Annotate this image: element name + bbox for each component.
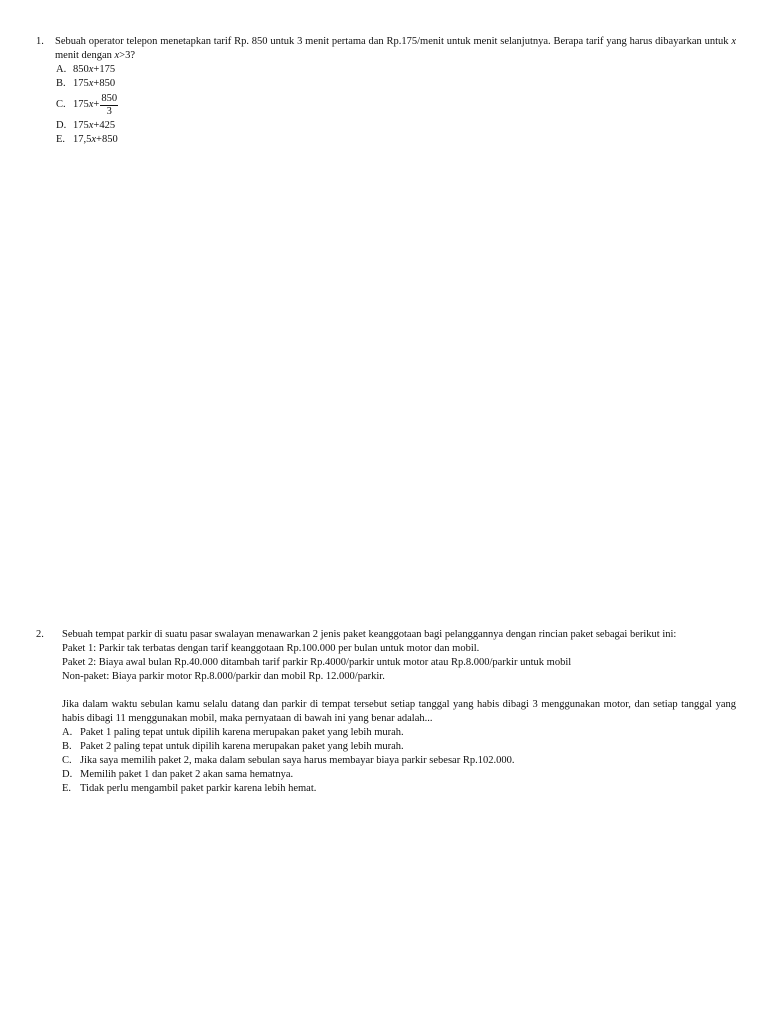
question-number: 1.: [36, 36, 44, 47]
question-2: [36, 628, 736, 796]
option-letter: B.: [62, 741, 72, 752]
option-text: 175x+850: [73, 78, 116, 89]
option-text: Tidak perlu mengambil paket parkir karena lebih hemat.: [80, 783, 317, 794]
question-stem: Sebuah tempat parkir di suatu pasar swalayan menawarkan 2 jenis paket keanggotaan bagi pelanggannya dengan rincian paket sebagai berikut ini:: [62, 629, 677, 640]
option-letter: D.: [56, 120, 67, 131]
fraction-denominator: 3: [106, 105, 112, 117]
option-letter: E.: [62, 783, 72, 794]
option-a[interactable]: [56, 63, 736, 77]
option-letter: A.: [62, 727, 73, 738]
answer-options: [56, 63, 736, 147]
option-text: 850x+175: [73, 64, 116, 75]
fraction: [100, 93, 118, 118]
option-e[interactable]: [62, 782, 736, 796]
answer-options: [62, 726, 736, 796]
question-stem: Sebuah operator telepon menetapkan tarif Rp. 850 untuk 3 menit pertama dan Rp.175/menit untuk menit selanjutnya. Berapa tarif yang harus dibayarkan untuk x menit dengan x>3?: [55, 36, 736, 61]
option-c[interactable]: [62, 754, 736, 768]
package-1-line: Paket 1: Parkir tak terbatas dengan tarif keanggotaan Rp.100.000 per bulan untuk motor dan mobil.: [62, 643, 480, 654]
option-a[interactable]: [62, 726, 736, 740]
question-body: [62, 628, 736, 796]
option-e[interactable]: [56, 133, 736, 147]
option-text: Paket 2 paling tepat untuk dipilih karena merupakan paket yang lebih murah.: [80, 741, 404, 752]
option-text: 175x+425: [73, 120, 116, 131]
spacer: [62, 684, 736, 698]
option-d[interactable]: [62, 768, 736, 782]
question-1: [36, 35, 736, 147]
option-letter: E.: [56, 134, 66, 145]
option-letter: C.: [62, 755, 72, 766]
option-text: Jika saya memilih paket 2, maka dalam sebulan saya harus membayar biaya parkir sebesar Rp.102.000.: [80, 755, 515, 766]
option-text: Memilih paket 1 dan paket 2 akan sama hematnya.: [80, 769, 294, 780]
question-prompt: Jika dalam waktu sebulan kamu selalu datang dan parkir di tempat tersebut setiap tanggal yang habis dibagi 3 menggunakan motor, dan setiap tanggal yang habis dibagi 11 menggunakan mobil, maka pernyataan di bawah ini yang benar adalah...: [62, 699, 736, 724]
option-text: 175x+: [73, 99, 100, 110]
option-letter: C.: [56, 99, 66, 110]
option-c[interactable]: [56, 91, 736, 119]
package-2-line: Paket 2: Biaya awal bulan Rp.40.000 ditambah tarif parkir Rp.4000/parkir untuk motor atau Rp.8.000/parkir untuk mobil: [62, 657, 572, 668]
option-letter: D.: [62, 769, 73, 780]
option-b[interactable]: [56, 77, 736, 91]
non-package-line: Non-paket: Biaya parkir motor Rp.8.000/parkir dan mobil Rp. 12.000/parkir.: [62, 671, 385, 682]
fraction-numerator: 850: [101, 92, 118, 104]
question-number: 2.: [36, 629, 44, 640]
option-text: 17,5x+850: [73, 134, 118, 145]
option-letter: B.: [56, 78, 66, 89]
option-d[interactable]: [56, 119, 736, 133]
option-text: Paket 1 paling tepat untuk dipilih karena merupakan paket yang lebih murah.: [80, 727, 404, 738]
option-letter: A.: [56, 64, 67, 75]
option-b[interactable]: [62, 740, 736, 754]
